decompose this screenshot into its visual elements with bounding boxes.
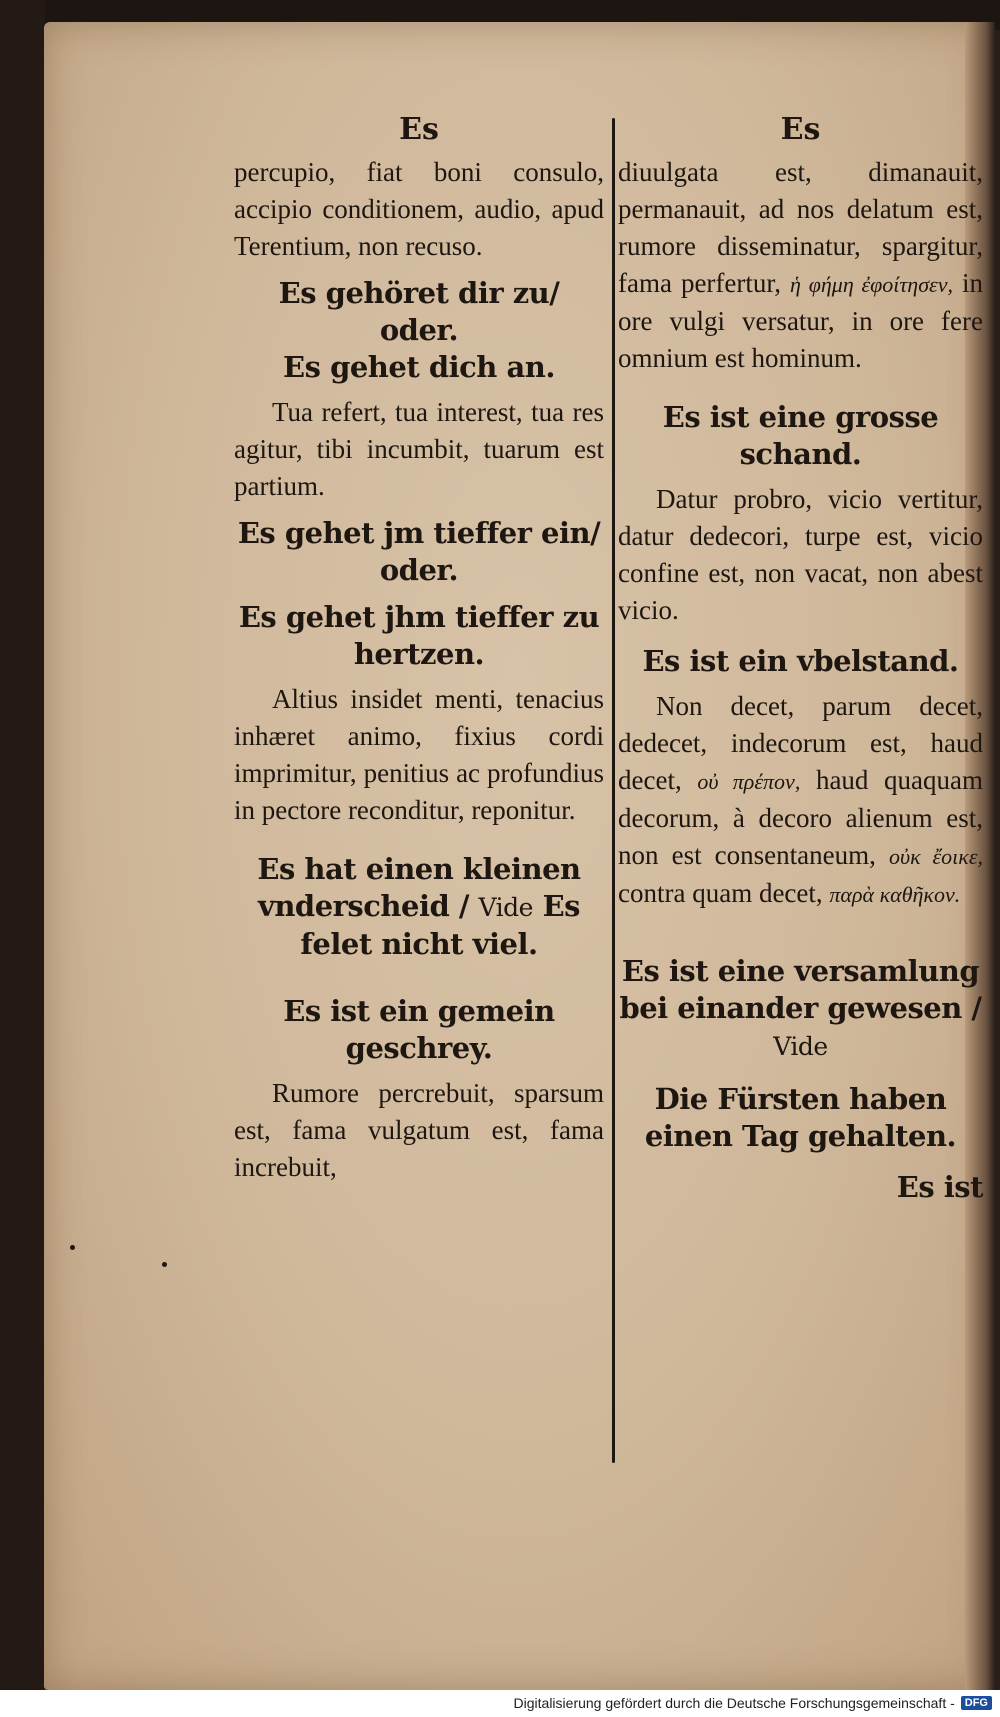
entry-heading-line: oder. bbox=[379, 313, 459, 347]
catchword-right: Es bbox=[780, 112, 821, 147]
entry-heading-line: Es hat einen kleinen vnderscheid / bbox=[257, 852, 581, 923]
catchword-left: Es bbox=[399, 112, 439, 147]
dfg-logo: DFG bbox=[961, 1696, 992, 1710]
entry-heading-line: Es gehet jm tieffer ein/ bbox=[237, 516, 601, 550]
latin-text: Non decet, parum decet, dedecet, indecorum est, haud decet, bbox=[618, 691, 983, 795]
entry-heading: Es ist ein vbelstand. bbox=[642, 644, 959, 678]
catchword-bottom: Es ist bbox=[896, 1170, 983, 1204]
greek-text: οὐ πρέπον, bbox=[697, 769, 801, 794]
entry-heading-line: Es gehet dich an. bbox=[283, 350, 555, 384]
entry-heading-line: Es gehöret dir zu/ bbox=[278, 276, 560, 310]
entry-heading: Es gehet jhm tieffer zu hertzen. bbox=[238, 600, 600, 671]
latin-text: diuulgata est, dimanauit, permanauit, ad nos delatum est, rumore disseminatur, spargitur, fama perfertur, bbox=[618, 157, 983, 298]
ink-speck bbox=[70, 1245, 75, 1250]
greek-text: παρὰ καθῆκον. bbox=[829, 882, 961, 907]
entry-heading bbox=[618, 953, 983, 1065]
scan-left-edge bbox=[0, 0, 45, 1717]
latin-paragraph: percupio, fiat boni consulo, accipio conditionem, audio, apud Terentium, non recuso. bbox=[234, 157, 604, 261]
left-column bbox=[234, 112, 604, 1186]
latin-text: contra quam decet, bbox=[618, 878, 823, 908]
entry-heading bbox=[234, 275, 604, 386]
latin-text: haud quaquam decorum, à decoro alienum est, non est consentaneum, bbox=[618, 765, 984, 870]
entry-heading: Die Fürsten haben einen Tag gehalten. bbox=[644, 1082, 957, 1153]
greek-text: ἡ φήμη ἐφοίτησεν, bbox=[790, 272, 953, 297]
vide-reference: Vide bbox=[478, 893, 533, 922]
entry-heading-line: Es felet nicht viel. bbox=[300, 889, 581, 961]
footer bbox=[514, 1695, 992, 1711]
latin-paragraph: Altius insidet menti, tenacius inhæret animo, fixius cordi imprimitur, penitius ac profundius in pectore reconditur, reponitur. bbox=[234, 684, 604, 825]
right-column bbox=[618, 112, 983, 1214]
entry-heading-line: Es ist eine versamlung bei einander gewesen / bbox=[619, 954, 982, 1025]
latin-paragraph: Datur probro, vicio vertitur, datur dedecori, turpe est, vicio confine est, non vacat, non abest vicio. bbox=[618, 484, 983, 625]
entry-heading bbox=[234, 515, 604, 589]
entry-heading: Es ist ein gemein geschrey. bbox=[283, 994, 555, 1065]
column-divider bbox=[612, 118, 615, 1463]
latin-paragraph bbox=[618, 688, 983, 913]
entry-heading: Es ist eine grosse schand. bbox=[662, 400, 939, 471]
latin-paragraph: Tua refert, tua interest, tua res agitur, tibi incumbit, tuarum est partium. bbox=[234, 397, 604, 501]
ink-speck bbox=[162, 1262, 167, 1267]
latin-paragraph: Rumore percrebuit, sparsum est, fama vulgatum est, fama increbuit, bbox=[234, 1078, 604, 1182]
funding-notice: Digitalisierung gefördert durch die Deutsche Forschungsgemeinschaft - bbox=[513, 1695, 955, 1711]
latin-paragraph bbox=[618, 154, 983, 377]
entry-heading bbox=[234, 851, 604, 963]
entry-heading-line: oder. bbox=[379, 553, 459, 587]
latin-text: in ore vulgi versatur, in ore fere omnium est hominum. bbox=[618, 268, 983, 373]
greek-text: οὐκ ἔοικε, bbox=[888, 844, 983, 869]
vide-reference: Vide bbox=[773, 1032, 828, 1061]
